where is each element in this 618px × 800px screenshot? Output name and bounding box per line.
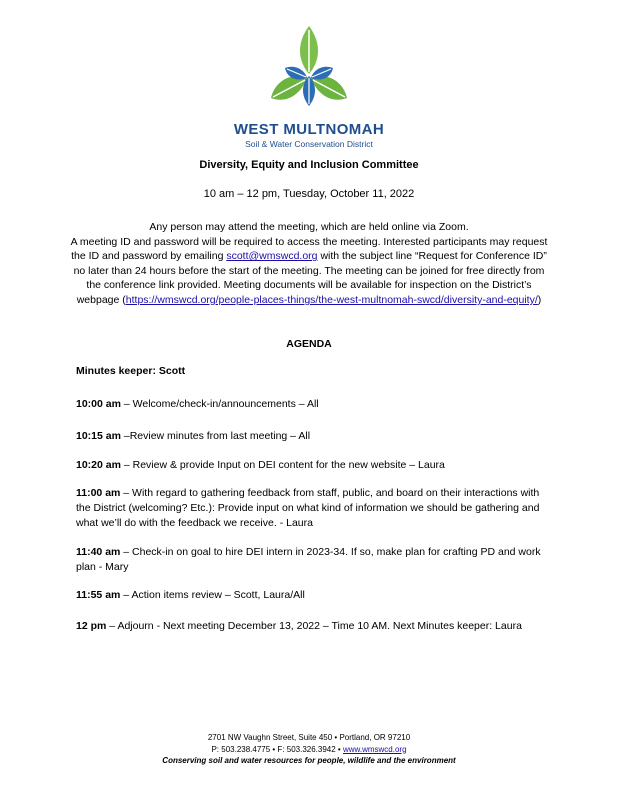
agenda-text: – Action items review – Scott, Laura/All bbox=[120, 589, 305, 601]
minutes-keeper-text: Minutes keeper: Scott bbox=[76, 365, 186, 377]
agenda-text: – With regard to gathering feedback from staff, public, and board on their interactions with the District (welcoming? Etc.): Provide input on what kind of information we should be gathering and what we’ll do with the feedback we receive. - Laura bbox=[76, 487, 540, 529]
agenda-time: 10:00 am bbox=[76, 398, 121, 410]
agenda-item bbox=[76, 588, 556, 603]
agenda-text: – Adjourn - Next meeting December 13, 2022 – Time 10 AM. Next Minutes keeper: Laura bbox=[106, 620, 522, 632]
agenda-time: 11:00 am bbox=[76, 487, 121, 499]
agenda-time: 10:15 am bbox=[76, 430, 121, 442]
agenda-item bbox=[76, 458, 556, 473]
org-subtitle: Soil & Water Conservation District bbox=[245, 139, 373, 149]
footer bbox=[0, 732, 618, 767]
email-link[interactable]: scott@wmswcd.org bbox=[226, 250, 318, 263]
agenda-text: –Review minutes from last meeting – All bbox=[120, 430, 311, 442]
agenda-text: – Check-in on goal to hire DEI intern in 2023-34. If so, make plan for crafting PD and work plan - Mary bbox=[76, 546, 541, 573]
agenda-item bbox=[76, 486, 556, 531]
meeting-intro bbox=[70, 220, 548, 308]
agenda-time: 11:55 am bbox=[76, 589, 121, 601]
webpage-link[interactable]: https://wmswcd.org/people-places-things/the-west-multnomah-swcd/diversity-and-equity/ bbox=[125, 293, 538, 306]
footer-tagline: Conserving soil and water resources for people, wildlife and the environment bbox=[162, 756, 456, 765]
meeting-datetime: 10 am – 12 pm, Tuesday, October 11, 2022 bbox=[203, 188, 415, 200]
footer-phone: P: 503.238.4775 • F: 503.326.3942 • bbox=[211, 744, 343, 754]
intro-text-3: with the subject line “Request for Conference ID” no later than 24 hours before the start of the meeting. The meeting can be joined for free directly from the conference link provided. Meeting documents will be available for inspection on the District’s webpage ( bbox=[73, 250, 547, 306]
agenda-item bbox=[76, 545, 556, 575]
agenda-item bbox=[76, 397, 556, 412]
footer-contact bbox=[0, 744, 618, 756]
minutes-keeper bbox=[76, 364, 556, 379]
agenda-heading: AGENDA bbox=[286, 338, 332, 350]
agenda-text: – Welcome/check-in/announcements – All bbox=[120, 398, 319, 410]
meeting-title: Diversity, Equity and Inclusion Committee bbox=[199, 159, 419, 171]
agenda-time: 12 pm bbox=[76, 620, 107, 632]
leaf-logo-icon bbox=[259, 20, 359, 120]
agenda-time: 10:20 am bbox=[76, 459, 121, 471]
agenda-item bbox=[76, 429, 556, 444]
intro-line-1: Any person may attend the meeting, which are held online via Zoom. bbox=[149, 221, 469, 233]
website-link[interactable]: www.wmswcd.org bbox=[342, 744, 407, 754]
footer-address: 2701 NW Vaughn Street, Suite 450 • Portland, OR 97210 bbox=[207, 733, 411, 742]
org-name: WEST MULTNOMAH bbox=[233, 121, 385, 138]
intro-text-2: A meeting ID and password will be required to access the meeting. Interested participants may request the ID and password by emailing bbox=[70, 235, 548, 263]
intro-text-4: ) bbox=[537, 293, 542, 306]
logo bbox=[0, 20, 618, 120]
agenda-time: 11:40 am bbox=[76, 546, 121, 558]
agenda-item bbox=[76, 619, 556, 634]
agenda-text: – Review & provide Input on DEI content for the new website – Laura bbox=[120, 459, 445, 471]
